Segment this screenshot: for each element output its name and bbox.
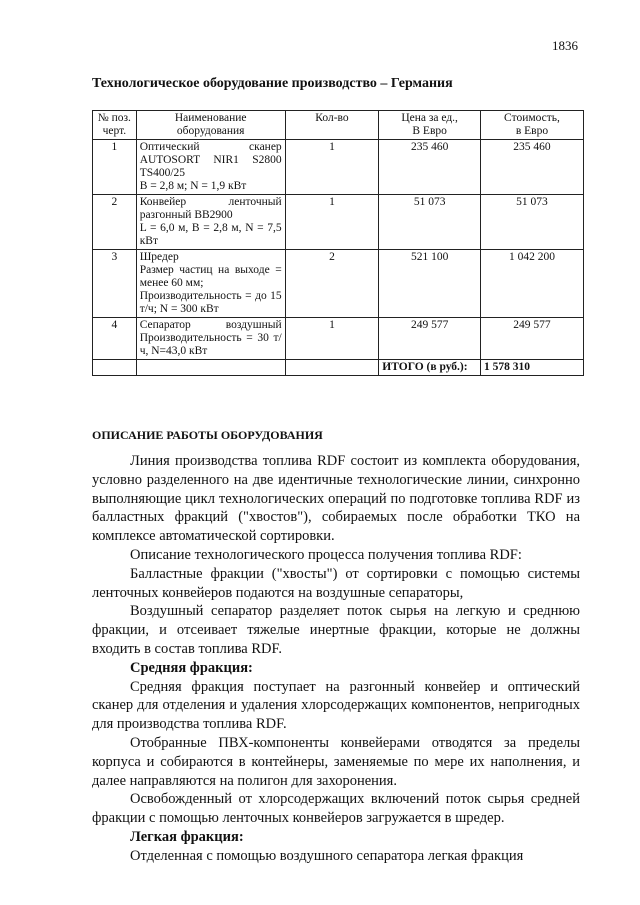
cell-quantity: 1 [285, 318, 379, 360]
cell-unit-price: 235 460 [379, 140, 481, 195]
table-row [93, 195, 584, 250]
table-row [93, 140, 584, 195]
table-total-row [93, 360, 584, 376]
equipment-table [92, 110, 584, 376]
paragraph: Освобожденный от хлорсодержащих включений поток сырья средней фракции с помощью ленточных конвейеров загружается в шредер. [92, 791, 580, 827]
header-cost: Стоимость, в Евро [480, 111, 583, 140]
cell-name: Сепаратор воздушный Производительность = 30 т/ч, N=43,0 кВт [136, 318, 285, 360]
header-unit-price: Цена за ед., В Евро [379, 111, 481, 140]
cell-cost: 249 577 [480, 318, 583, 360]
cell-position: 3 [93, 250, 137, 318]
cell-empty [285, 360, 379, 376]
subheading-light-fraction: Легкая фракция: [130, 828, 244, 845]
table-header-row [93, 111, 584, 140]
paragraph: Отделенная с помощью воздушного сепаратора легкая фракция [130, 847, 524, 864]
cell-empty [93, 360, 137, 376]
cell-cost: 1 042 200 [480, 250, 583, 318]
subheading-medium-fraction: Средняя фракция: [130, 659, 253, 676]
header-quantity: Кол-во [285, 111, 379, 140]
cell-position: 1 [93, 140, 137, 195]
paragraph: Балластные фракции ("хвосты") от сортировки с помощью системы ленточных конвейеров подаются на воздушные сепараторы, [92, 565, 580, 601]
total-value: 1 578 310 [480, 360, 583, 376]
table-row [93, 250, 584, 318]
cell-name: Оптический сканер AUTOSORT NIR1 S2800 TS400/25 B = 2,8 м; N = 1,9 кВт [136, 140, 285, 195]
paragraph: Отобранные ПВХ-компоненты конвейерами отводятся за пределы корпуса и собираются в контейнеры, заменяемые по мере их наполнения, и далее направляются на полигон для захоронения. [92, 734, 580, 789]
cell-cost: 235 460 [480, 140, 583, 195]
cell-position: 2 [93, 195, 137, 250]
cell-cost: 51 073 [480, 195, 583, 250]
cell-name: Шредер Размер частиц на выходе = менее 60 мм; Производительность = до 15 т/ч; N = 300 кВт [136, 250, 285, 318]
cell-name: Конвейер ленточный разгонный BB2900 L = 6,0 м, B = 2,8 м, N = 7,5 кВт [136, 195, 285, 250]
table-row [93, 318, 584, 360]
cell-quantity: 1 [285, 195, 379, 250]
paragraph: Воздушный сепаратор разделяет поток сырья на легкую и среднюю фракции, и отсеивает тяжелые инертные фракции, которые не должны входить в состав топлива RDF. [92, 603, 580, 657]
header-name: Наименование оборудования [136, 111, 285, 140]
cell-quantity: 2 [285, 250, 379, 318]
header-position: № поз. черт. [93, 111, 137, 140]
cell-quantity: 1 [285, 140, 379, 195]
paragraph: Описание технологического процесса получения топлива RDF: [130, 546, 522, 563]
paragraph: Линия производства топлива RDF состоит из комплекта оборудования, условно разделенного на две идентичные технологические линии, синхронно выполняющие цикл технологических операций по подготовке топлива RDF из балластных фракций ("хвостов"), собираемых после обработки ТКО на комплексе автоматической сортировки. [92, 453, 580, 545]
cell-empty [136, 360, 285, 376]
paragraph: Средняя фракция поступает на разгонный конвейер и оптический сканер для отделения и удаления хлорсодержащих компонентов, непригодных для производства топлива RDF. [92, 678, 580, 733]
description-body [92, 452, 580, 866]
cell-position: 4 [93, 318, 137, 360]
cell-unit-price: 521 100 [379, 250, 481, 318]
page-number: 1836 [552, 38, 578, 53]
document-title: Технологическое оборудование производство – Германия [92, 76, 453, 91]
total-label: ИТОГО (в руб.): [379, 360, 481, 376]
section-title: ОПИСАНИЕ РАБОТЫ ОБОРУДОВАНИЯ [92, 428, 323, 442]
cell-unit-price: 51 073 [379, 195, 481, 250]
cell-unit-price: 249 577 [379, 318, 481, 360]
